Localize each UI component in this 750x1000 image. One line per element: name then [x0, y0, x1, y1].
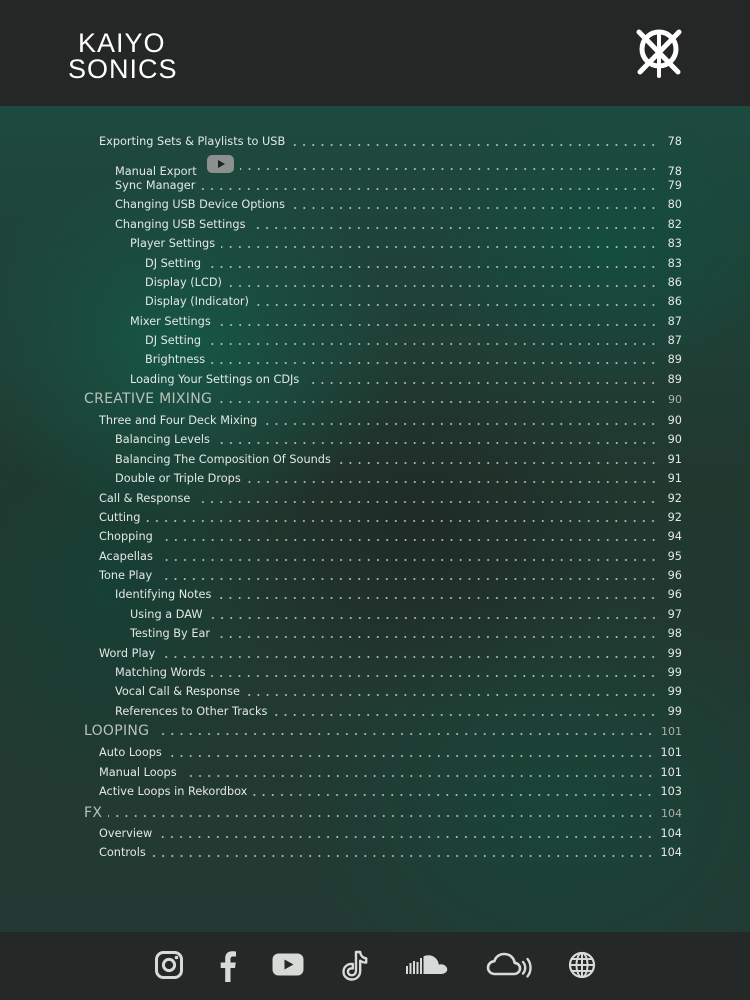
toc-entry-title: Balancing Levels — [115, 433, 210, 446]
youtube-icon[interactable] — [272, 950, 304, 982]
dot-leader — [211, 675, 658, 677]
dot-leader — [246, 694, 658, 696]
toc-entry[interactable] — [145, 351, 682, 369]
toc-entry-title: Manual Loops — [99, 766, 177, 779]
toc-page-number: 91 — [667, 472, 682, 485]
dot-leader — [168, 755, 655, 757]
toc-entry[interactable] — [130, 313, 682, 331]
toc-entry-title: CREATIVE MIXING — [84, 391, 213, 407]
toc-entry-title: Active Loops in Rekordbox — [99, 785, 248, 798]
toc-entry[interactable] — [99, 645, 682, 663]
mixcloud-icon[interactable] — [486, 950, 532, 982]
logo-line-2: SONICS — [68, 54, 178, 84]
toc-page-number: 99 — [667, 685, 682, 698]
toc-entry-title: Cutting — [99, 511, 141, 524]
toc-entry-title: Sync Manager — [115, 179, 196, 192]
toc-entry-title: Tone Play — [99, 569, 153, 582]
toc-page-number: 96 — [667, 569, 682, 582]
toc-entry-title: Display (LCD) — [145, 276, 222, 289]
dot-leader — [240, 168, 658, 170]
soundcloud-icon[interactable] — [406, 950, 448, 982]
toc-entry-title: Manual Export — [115, 165, 197, 178]
dot-leader — [211, 362, 658, 364]
website-globe-icon[interactable] — [568, 950, 596, 982]
toc-entry[interactable] — [115, 470, 682, 488]
dot-leader — [183, 775, 655, 777]
toc-page-number: 101 — [660, 766, 682, 779]
toc-entry-title: Changing USB Settings — [115, 218, 246, 231]
toc-entry[interactable] — [99, 844, 682, 862]
toc-entry[interactable] — [99, 133, 682, 151]
toc-page-number: 94 — [667, 530, 682, 543]
toc-entry[interactable] — [115, 451, 682, 469]
toc-page-number: 78 — [667, 165, 682, 178]
toc-entry-title: Display (Indicator) — [145, 295, 249, 308]
facebook-icon[interactable] — [219, 950, 237, 982]
header — [0, 0, 750, 106]
toc-entry-title: Chopping — [99, 530, 153, 543]
toc-entry-title: Overview — [99, 827, 153, 840]
toc-page-number: 99 — [667, 705, 682, 718]
toc-page-number: 101 — [660, 746, 682, 759]
toc-entry-title: Testing By Ear — [130, 627, 211, 640]
dot-leader — [146, 520, 658, 522]
dot-leader — [207, 343, 658, 345]
dot-leader — [108, 815, 655, 817]
table-of-contents — [0, 106, 750, 932]
toc-entry[interactable] — [99, 548, 682, 566]
dot-leader — [291, 207, 658, 209]
toc-entry[interactable] — [115, 431, 682, 449]
toc-entry-title: Controls — [99, 846, 146, 859]
dot-leader — [217, 324, 658, 326]
dot-leader — [247, 481, 658, 483]
toc-entry-title: Loading Your Settings on CDJs — [130, 373, 300, 386]
dot-leader — [216, 636, 658, 638]
table-of-contents-page — [0, 106, 750, 932]
toc-entry-title: DJ Setting — [145, 334, 202, 347]
toc-entry-title: Three and Four Deck Mixing — [99, 414, 258, 427]
toc-entry[interactable] — [115, 664, 682, 682]
toc-page-number: 79 — [667, 179, 682, 192]
toc-page-number: 104 — [660, 827, 682, 840]
toc-page-number: 92 — [667, 492, 682, 505]
toc-entry-title: DJ Setting — [145, 257, 202, 270]
toc-entry[interactable] — [115, 196, 682, 214]
toc-page-number: 98 — [667, 627, 682, 640]
toc-page-number: 92 — [667, 511, 682, 524]
dot-leader — [207, 266, 658, 268]
toc-entry-title: Word Play — [99, 647, 156, 660]
toc-page-number: 82 — [667, 218, 682, 231]
dot-leader — [305, 382, 658, 384]
toc-page-number: 99 — [667, 647, 682, 660]
toc-section-heading[interactable] — [84, 721, 682, 741]
toc-entry-title: Using a DAW — [130, 608, 203, 621]
dot-leader — [161, 656, 658, 658]
instagram-icon[interactable] — [154, 950, 184, 982]
toc-page-number: 87 — [667, 334, 682, 347]
toc-entry[interactable] — [115, 586, 682, 604]
dot-leader — [255, 304, 658, 306]
kaiyo-mark-icon — [636, 28, 682, 78]
toc-page-number: 96 — [667, 588, 682, 601]
toc-section-heading[interactable] — [84, 803, 682, 823]
toc-entry[interactable] — [115, 683, 682, 701]
toc-entry[interactable] — [130, 235, 682, 253]
toc-entry[interactable] — [99, 825, 682, 843]
toc-page-number: 89 — [667, 353, 682, 366]
toc-section-heading[interactable] — [84, 389, 682, 409]
toc-page-number: 104 — [661, 807, 682, 820]
toc-entry-title: Brightness — [145, 353, 206, 366]
toc-entry[interactable] — [115, 703, 682, 721]
toc-entry-title: Balancing The Composition Of Sounds — [115, 453, 331, 466]
toc-entry-title: Identifying Notes — [115, 588, 212, 601]
dot-leader — [263, 423, 658, 425]
dot-leader — [152, 855, 655, 857]
logo-line-1: KAIYO — [78, 28, 166, 58]
toc-entry[interactable] — [99, 783, 682, 801]
toc-page-number: 101 — [661, 725, 682, 738]
toc-page-number: 78 — [667, 135, 682, 148]
toc-page-number: 83 — [667, 237, 682, 250]
toc-entry-title: Mixer Settings — [130, 315, 211, 328]
toc-entry[interactable] — [130, 625, 682, 643]
toc-entry[interactable] — [115, 216, 682, 234]
video-play-icon[interactable] — [207, 155, 234, 173]
toc-entry[interactable] — [99, 744, 682, 762]
dot-leader — [155, 733, 655, 735]
toc-page-number: 87 — [667, 315, 682, 328]
toc-entry[interactable] — [99, 509, 682, 527]
dot-leader — [196, 501, 658, 503]
toc-entry-title: Auto Loops — [99, 746, 162, 759]
footer-social-bar — [0, 932, 750, 1000]
toc-entry[interactable] — [145, 293, 682, 311]
toc-page-number: 90 — [667, 433, 682, 446]
dot-leader — [158, 836, 654, 838]
toc-entry[interactable] — [145, 274, 682, 292]
toc-entry[interactable] — [130, 371, 682, 389]
toc-page-number: 89 — [667, 373, 682, 386]
toc-entry-title: Exporting Sets & Playlists to USB — [99, 135, 286, 148]
dot-leader — [218, 401, 658, 403]
dot-leader — [159, 559, 658, 561]
dot-leader — [201, 188, 658, 190]
toc-entry[interactable] — [99, 764, 682, 782]
toc-entry[interactable] — [145, 332, 682, 350]
dot-leader — [228, 285, 658, 287]
toc-entry-title: Matching Words — [115, 666, 206, 679]
dot-leader — [273, 714, 658, 716]
toc-page-number: 80 — [667, 198, 682, 211]
toc-entry-title: Call & Response — [99, 492, 191, 505]
toc-page-number: 86 — [667, 276, 682, 289]
toc-entry-title: Changing USB Device Options — [115, 198, 285, 211]
toc-entry[interactable] — [99, 528, 682, 546]
toc-entry-title: LOOPING — [84, 723, 150, 739]
toc-entry-title: FX — [84, 805, 103, 821]
toc-page-number: 90 — [668, 393, 682, 406]
dot-leader — [337, 462, 658, 464]
dot-leader — [216, 442, 658, 444]
toc-entry[interactable] — [115, 157, 682, 178]
dot-leader — [159, 539, 658, 541]
kaiyo-sonics-logo[interactable] — [68, 30, 188, 82]
toc-page-number: 86 — [667, 295, 682, 308]
toc-entry[interactable] — [99, 412, 682, 430]
dot-leader — [209, 617, 658, 619]
toc-page-number: 95 — [667, 550, 682, 563]
dot-leader — [253, 794, 654, 796]
toc-page-number: 99 — [667, 666, 682, 679]
toc-entry[interactable] — [115, 177, 682, 195]
dot-leader — [251, 227, 658, 229]
dot-leader — [217, 597, 658, 599]
toc-entry-title: Player Settings — [130, 237, 216, 250]
toc-entry[interactable] — [99, 490, 682, 508]
toc-page-number: 83 — [667, 257, 682, 270]
tiktok-icon[interactable] — [342, 950, 368, 982]
toc-entry-title: References to Other Tracks — [115, 705, 268, 718]
toc-page-number: 91 — [667, 453, 682, 466]
toc-entry-title: Acapellas — [99, 550, 153, 563]
dot-leader — [291, 144, 658, 146]
toc-page-number: 90 — [667, 414, 682, 427]
toc-entry-title: Vocal Call & Response — [115, 685, 240, 698]
dot-leader — [158, 578, 658, 580]
toc-entry[interactable] — [99, 567, 682, 585]
toc-entry[interactable] — [130, 606, 682, 624]
toc-page-number: 97 — [667, 608, 682, 621]
dot-leader — [221, 246, 658, 248]
toc-page-number: 103 — [660, 785, 682, 798]
toc-entry[interactable] — [145, 255, 682, 273]
toc-entry-title: Double or Triple Drops — [115, 472, 241, 485]
toc-page-number: 104 — [660, 846, 682, 859]
